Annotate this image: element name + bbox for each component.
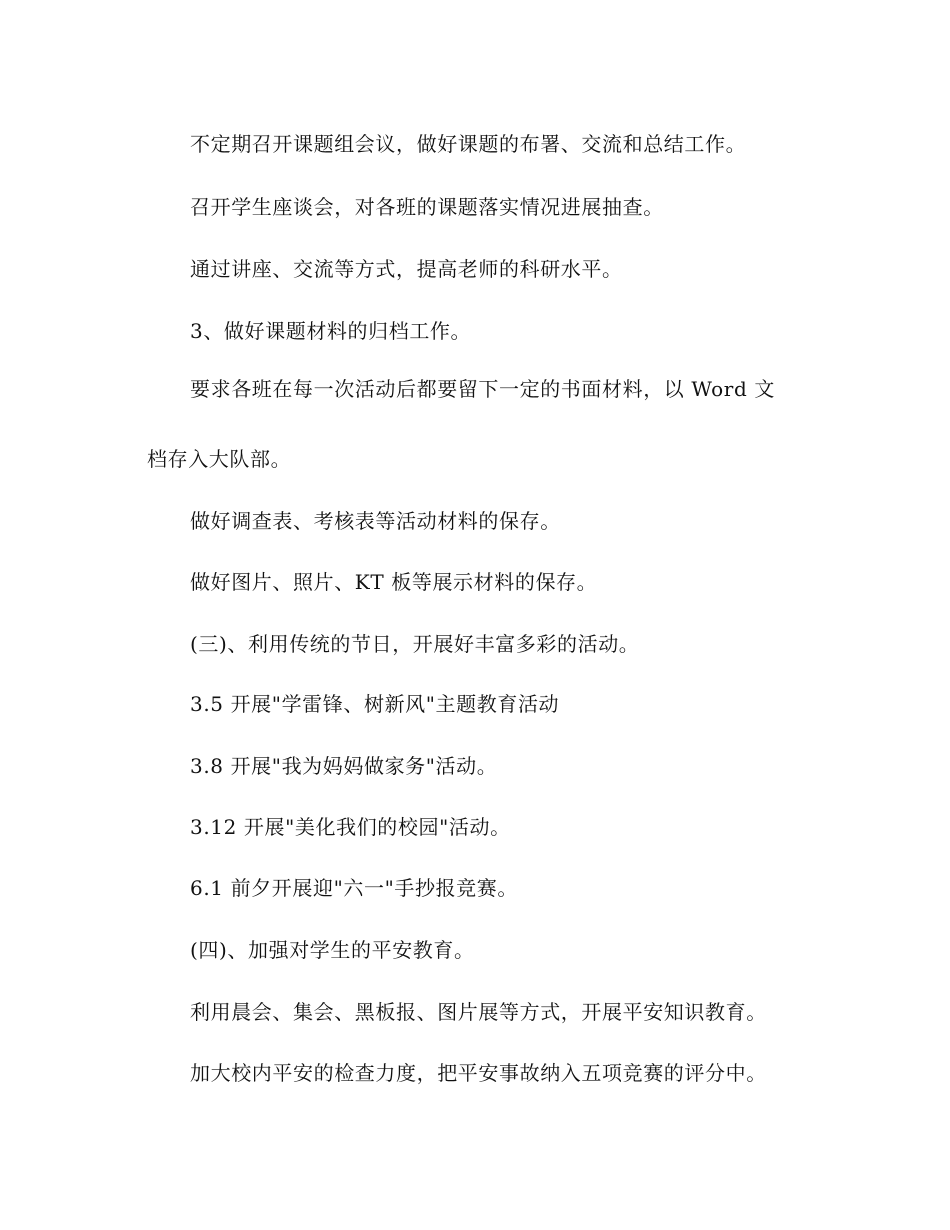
paragraph-heading-festivals: (三)、利用传统的节日，开展好丰富多彩的活动。	[190, 632, 640, 656]
paragraph-word-docs: 要求各班在每一次活动后都要留下一定的书面材料，以 Word 文	[190, 377, 775, 401]
paragraph-photos: 做好图片、照片、KT 板等展示材料的保存。	[190, 570, 598, 594]
paragraph-student-forum: 召开学生座谈会，对各班的课题落实情况进展抽查。	[190, 195, 664, 219]
paragraph-heading-archive: 3、做好课题材料的归档工作。	[190, 319, 472, 343]
paragraph-heading-safety: (四)、加强对学生的平安教育。	[190, 938, 475, 962]
paragraph-june-1: 6.1 前夕开展迎"六一"手抄报竞赛。	[190, 876, 518, 900]
paragraph-safety-inspection: 加大校内平安的检查力度，把平安事故纳入五项竞赛的评分中。	[190, 1061, 767, 1085]
paragraph-lectures: 通过讲座、交流等方式，提高老师的科研水平。	[190, 257, 623, 281]
paragraph-meeting: 不定期召开课题组会议，做好课题的布署、交流和总结工作。	[190, 132, 747, 156]
paragraph-safety-education: 利用晨会、集会、黑板报、图片展等方式，开展平安知识教育。	[190, 1000, 767, 1024]
paragraph-march-5: 3.5 开展"学雷锋、树新风"主题教育活动	[190, 692, 560, 716]
paragraph-march-8: 3.8 开展"我为妈妈做家务"活动。	[190, 754, 498, 778]
paragraph-survey-forms: 做好调查表、考核表等活动材料的保存。	[190, 509, 561, 533]
paragraph-march-12: 3.12 开展"美化我们的校园"活动。	[190, 815, 511, 839]
paragraph-word-docs-continued: 档存入大队部。	[147, 447, 292, 471]
